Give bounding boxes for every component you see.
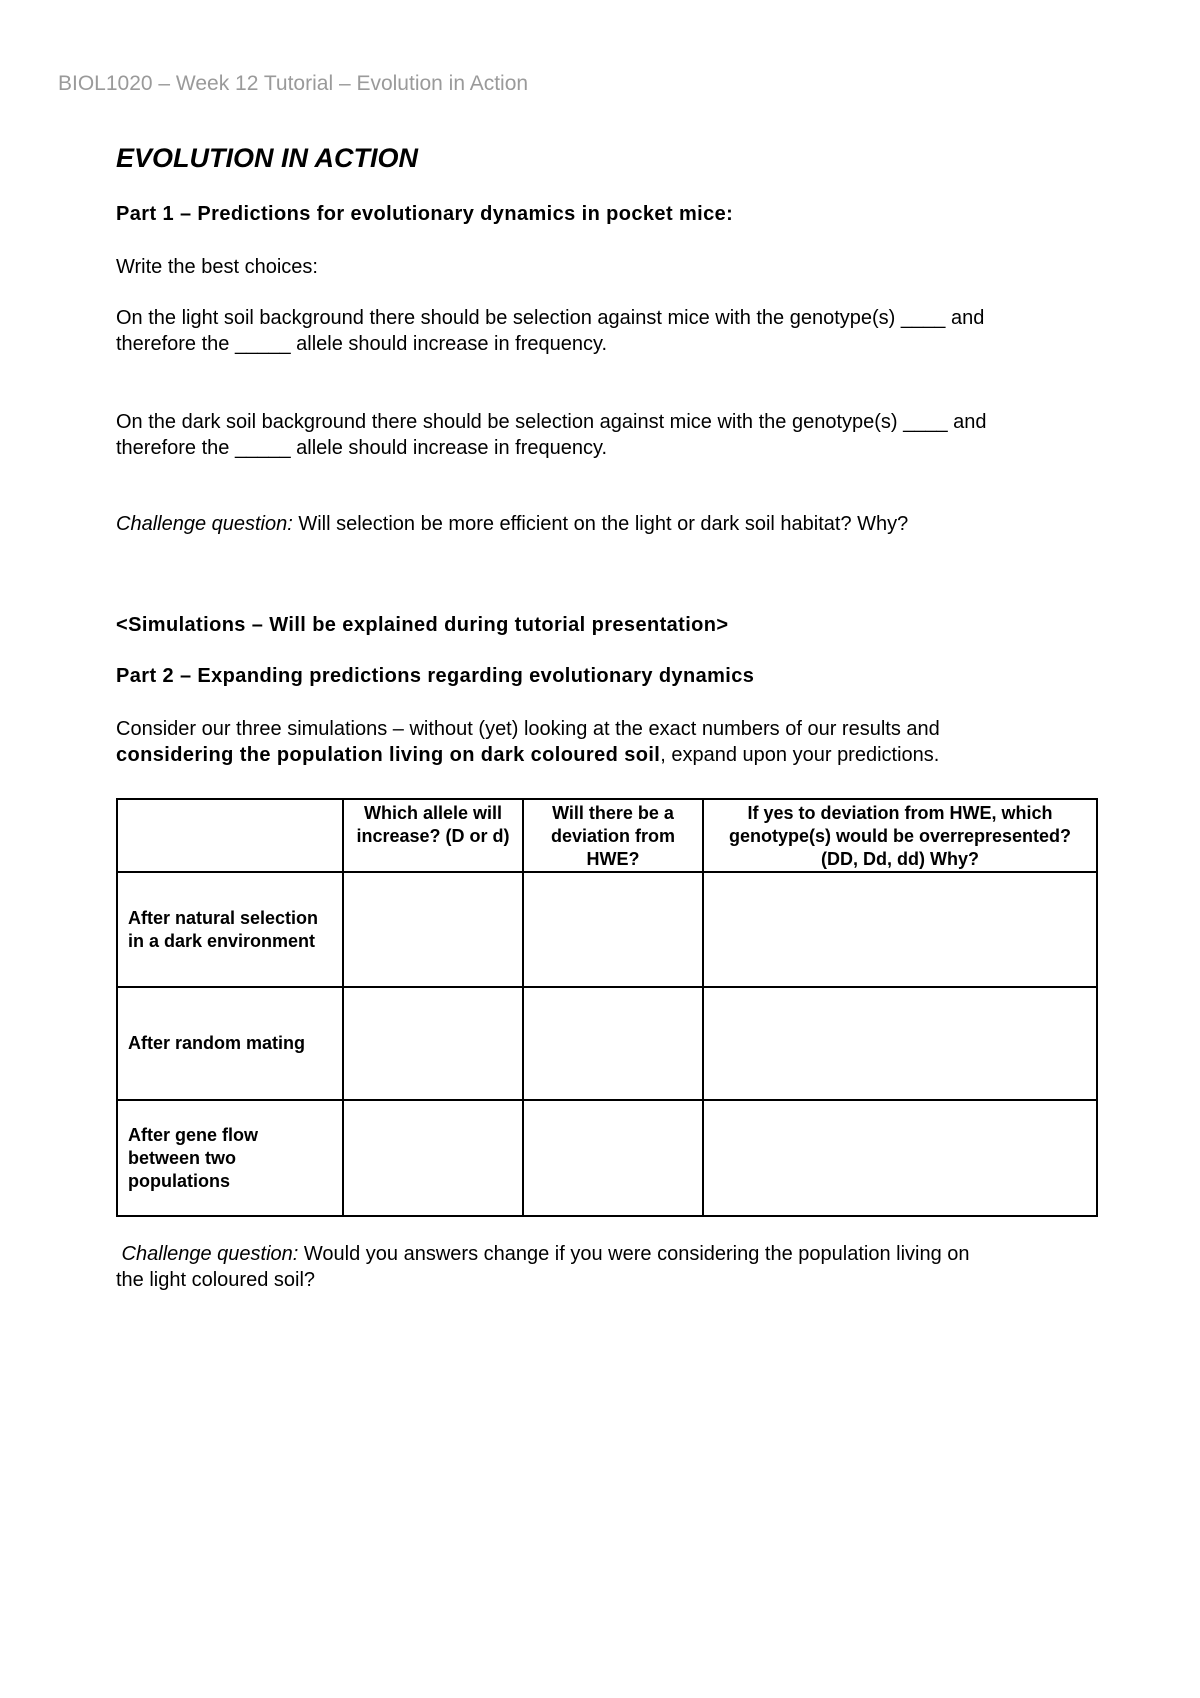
light-soil-question: [116, 305, 1096, 357]
part2-intro-line-1: Consider our three simulations – without (yet) looking at the exact numbers of our results and: [116, 718, 940, 740]
part2-intro-emphasis: considering the population living on dark coloured soil: [116, 744, 661, 766]
part2-challenge-line-1: [116, 1241, 1096, 1267]
dark-soil-line-1: On the dark soil background there should be selection against mice with the genotype(s) ____ and: [116, 411, 987, 433]
answer-cell-hwe[interactable]: [523, 987, 703, 1100]
answer-cell-genotype[interactable]: [703, 872, 1097, 987]
row-label-random-mating: After random mating: [117, 987, 343, 1100]
table-header-genotype: If yes to deviation from HWE, which genotype(s) would be overrepresented? (DD, Dd, dd) Why?: [703, 799, 1097, 872]
part1-heading: Part 1 – Predictions for evolutionary dynamics in pocket mice:: [116, 203, 734, 225]
answer-cell-genotype[interactable]: [703, 1100, 1097, 1216]
document-title: EVOLUTION IN ACTION: [116, 143, 418, 173]
light-soil-line-2: therefore the _____ allele should increase in frequency.: [116, 333, 608, 355]
answer-cell-hwe[interactable]: [523, 1100, 703, 1216]
row-label-gene-flow: After gene flow between two populations: [117, 1100, 343, 1216]
light-soil-line-1: On the light soil background there should be selection against mice with the genotype(s) ____ and: [116, 307, 985, 329]
part1-challenge-text: Will selection be more efficient on the light or dark soil habitat? Why?: [292, 513, 909, 535]
table-header-row: [117, 799, 1097, 872]
table-header-blank: [117, 799, 343, 872]
row-label-natural-selection: After natural selection in a dark environment: [117, 872, 343, 987]
answer-cell-genotype[interactable]: [703, 987, 1097, 1100]
part2-challenge-label: Challenge question:: [116, 1243, 299, 1265]
part2-intro: [116, 716, 1096, 768]
answer-cell-allele[interactable]: [343, 872, 523, 987]
table-row: [117, 872, 1097, 987]
part1-challenge-label: Challenge question:: [116, 513, 293, 535]
part1-instruction: Write the best choices:: [116, 256, 318, 278]
predictions-table: [116, 798, 1098, 1217]
part2-challenge-line-2: the light coloured soil?: [116, 1269, 316, 1291]
part2-intro-line-2: [116, 742, 1096, 768]
simulations-note: <Simulations – Will be explained during tutorial presentation>: [116, 614, 729, 636]
dark-soil-line-2: therefore the _____ allele should increase in frequency.: [116, 437, 608, 459]
part2-challenge-question: [116, 1241, 1096, 1293]
running-header: BIOL1020 – Week 12 Tutorial – Evolution in Action: [58, 72, 529, 95]
answer-cell-hwe[interactable]: [523, 872, 703, 987]
table-row: [117, 987, 1097, 1100]
part2-challenge-text: Would you answers change if you were considering the population living on: [298, 1243, 970, 1265]
table-header-hwe-deviation: Will there be a deviation from HWE?: [523, 799, 703, 872]
table-header-allele: Which allele will increase? (D or d): [343, 799, 523, 872]
table-row: [117, 1100, 1097, 1216]
part2-intro-tail: , expand upon your predictions.: [660, 744, 940, 766]
answer-cell-allele[interactable]: [343, 987, 523, 1100]
answer-cell-allele[interactable]: [343, 1100, 523, 1216]
part2-heading: Part 2 – Expanding predictions regarding evolutionary dynamics: [116, 665, 755, 687]
part1-challenge-question: [116, 511, 1096, 537]
dark-soil-question: [116, 409, 1096, 461]
